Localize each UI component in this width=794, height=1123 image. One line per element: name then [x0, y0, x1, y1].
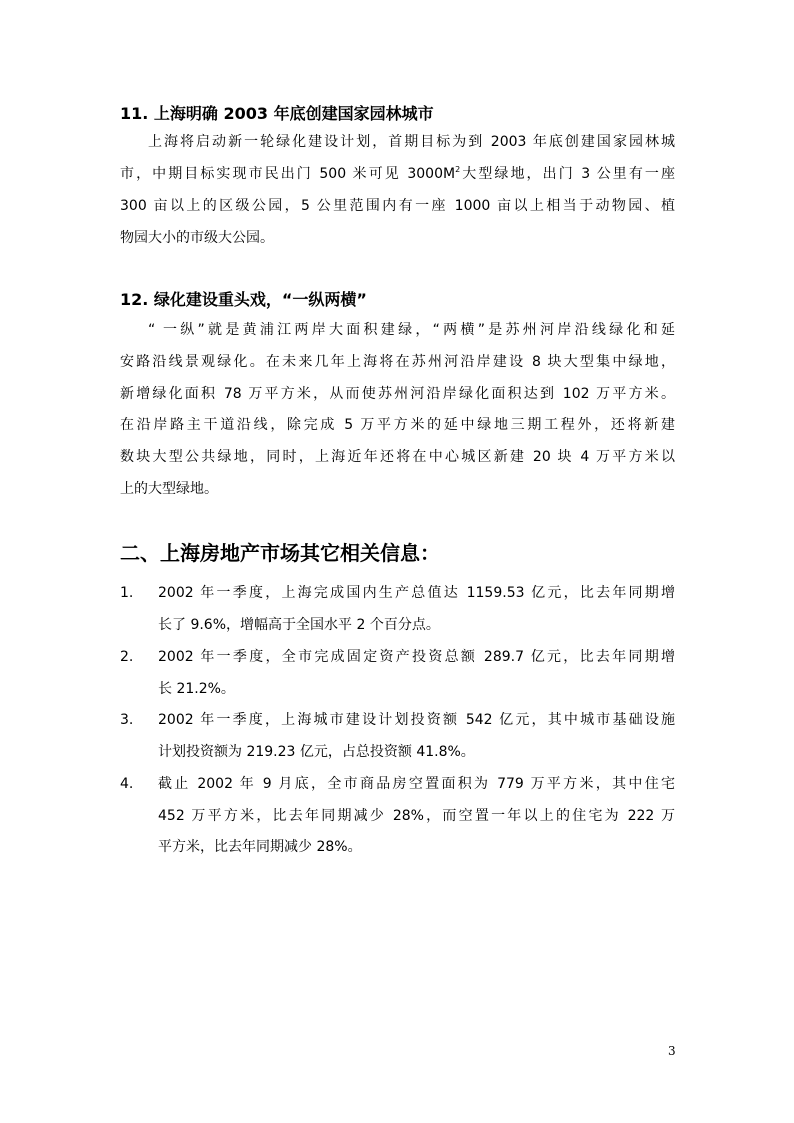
list-item-line: 2002 年一季度，全市完成固定资产投资总额 289.7 亿元，比去年同期增: [158, 649, 675, 665]
list-item-number: 2.: [120, 649, 134, 665]
major-heading: 二、上海房地产市场其它相关信息：: [120, 541, 440, 565]
list-item-number: 4.: [120, 776, 134, 792]
paragraph-line: “ 一纵”就是黄浦江两岸大面积建绿，“两横”是苏州河岸沿线绿化和延: [148, 322, 675, 338]
list-item-line: 平方米，比去年同期减少 28%。: [158, 839, 362, 855]
section-12-heading: 12. 绿化建设重头戏，“一纵两横”: [120, 290, 367, 309]
paragraph-line: 物园大小的市级大公园。: [120, 230, 274, 246]
page-number: 3: [668, 1044, 676, 1058]
paragraph-line: 在沿岸路主干道沿线，除完成 5 万平方米的延中绿地三期工程外，还将新建: [120, 417, 675, 433]
list-item-number: 1.: [120, 585, 134, 601]
list-item-number: 3.: [120, 712, 134, 728]
section-11-heading: 11. 上海明确 2003 年底创建国家园林城市: [120, 104, 434, 123]
paragraph-line: 市，中期目标实现市民出门 500 米可见 $3000M^2$大型绿地，出门 3 公里有一座: [120, 165, 676, 182]
paragraph-line: 300 亩以上的区级公园，5 公里范围内有一座 1000 亩以上相当于动物园、植: [120, 198, 675, 214]
list-item-line: 截止 2002 年 9 月底，全市商品房空置面积为 779 万平方米，其中住宅: [158, 776, 675, 792]
list-item-line: 452 万平方米，比去年同期减少 28%，而空置一年以上的住宅为 222 万: [158, 808, 675, 824]
list-item-line: 长了 9.6%，增幅高于全国水平 2 个百分点。: [158, 617, 440, 633]
paragraph-line: 上海将启动新一轮绿化建设计划，首期目标为到 2003 年底创建国家园林城: [148, 134, 675, 150]
list-item-line: 长 21.2%。: [158, 681, 235, 697]
list-item-line: 2002 年一季度，上海城市建设计划投资额 542 亿元，其中城市基础设施: [158, 712, 675, 728]
superscript: 2: [455, 165, 461, 174]
list-item-line: 计划投资额为 219.23 亿元，占总投资额 41.8%。: [158, 744, 475, 760]
paragraph-line: 上的大型绿地。: [120, 481, 218, 497]
paragraph-line: 安路沿线景观绿化。在未来几年上海将在苏州河沿岸建设 8 块大型集中绿地，: [120, 354, 675, 370]
list-item-line: 2002 年一季度，上海完成国内生产总值达 1159.53 亿元，比去年同期增: [158, 585, 675, 601]
paragraph-line: 新增绿化面积 78 万平方米，从而使苏州河沿岸绿化面积达到 102 万平方米。: [120, 386, 675, 402]
paragraph-line: 数块大型公共绿地，同时，上海近年还将在中心城区新建 20 块 4 万平方米以: [120, 449, 675, 465]
